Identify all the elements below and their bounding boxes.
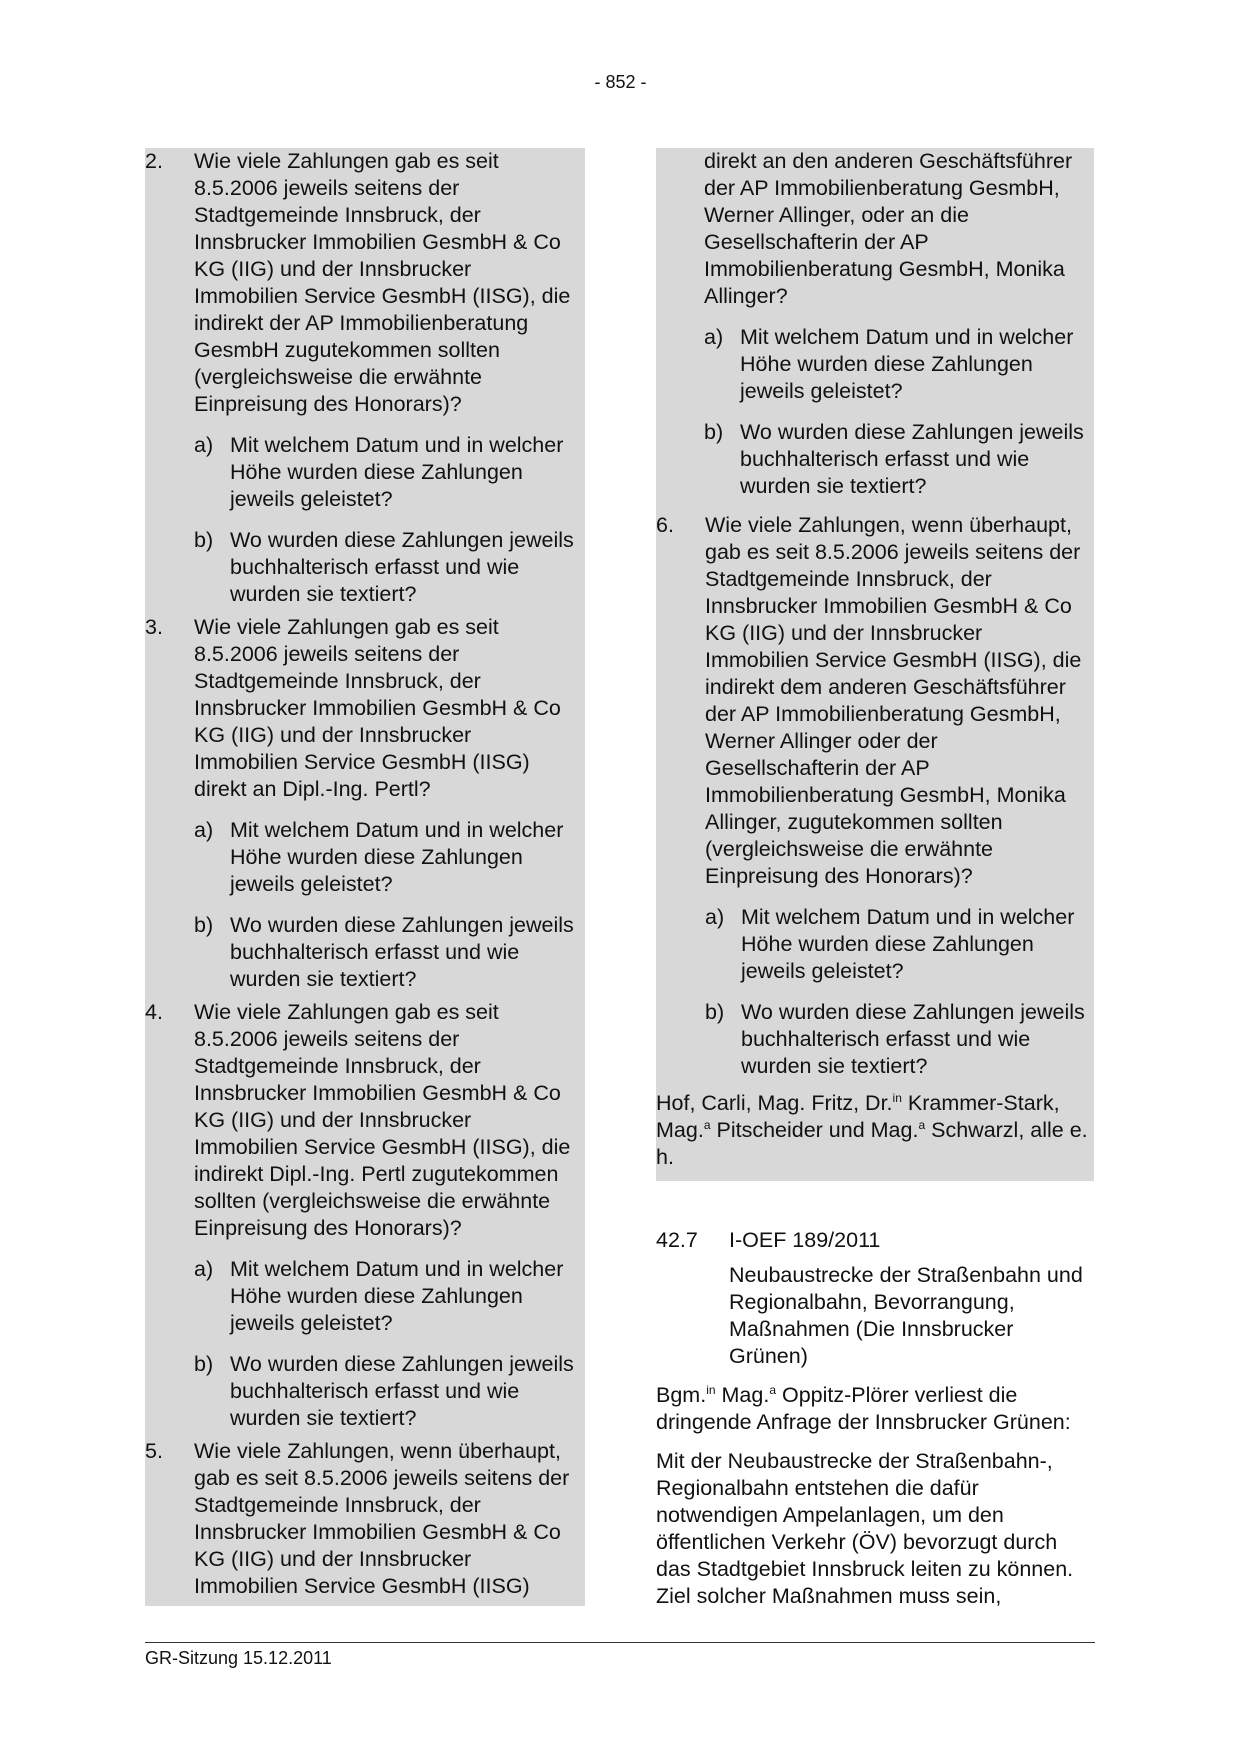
question-text: Wie viele Zahlungen, wenn überhaupt, gab es seit 8.5.2006 jeweils seitens der Stadtgemeinde Innsbruck, der Innsbrucker Immobilien GesmbH & Co KG (IIG) und der Innsbrucker Immobilien Service GesmbH (IISG), die indirekt dem anderen Geschäftsführer der AP Immobilienberatung GesmbH, Werner Allinger oder der Gesellschafterin der AP Immobilienberatung GesmbH, Monika Allinger, zugutekommen sollten (vergleichsweise die erwähnte Einpreisung des Honorars)?: [705, 513, 1082, 888]
superscript: in: [706, 1382, 716, 1397]
continuation-text: direkt an den anderen Geschäftsführer der AP Immobilienberatung GesmbH, Werner Allinger, oder an die Gesellschafterin der AP Immobilienberatung GesmbH, Monika Allinger?: [704, 149, 1073, 308]
sub-text: Mit welchem Datum und in welcher Höhe wurden diese Zahlungen jeweils geleistet?: [230, 818, 564, 896]
left-column: [145, 148, 585, 1606]
sub-text: Wo wurden diese Zahlungen jeweils buchhalterisch erfasst und wie wurden sie textiert?: [230, 528, 574, 606]
question-5-continuation: [656, 148, 1090, 500]
footer-divider: [145, 1642, 1095, 1643]
question-number: 3.: [145, 615, 163, 639]
agenda-item-body: Mit der Neubaustrecke der Straßenbahn-, Regionalbahn entstehen die dafür notwendigen Ampelanlagen, um den öffentlichen Verkehr (ÖV) bevorzugt durch das Stadtgebiet Innsbruck leiten zu können. Ziel solcher Maßnahmen muss sein,: [656, 1449, 1074, 1608]
sub-letter: b): [194, 1352, 214, 1376]
sub-question-b: [194, 527, 575, 608]
sub-question-a: [704, 324, 1090, 405]
question-text: Wie viele Zahlungen gab es seit 8.5.2006 jeweils seitens der Stadtgemeinde Innsbruck, der Innsbrucker Immobilien GesmbH & Co KG (IIG) und der Innsbrucker Immobilien Service GesmbH (IISG) direkt an Dipl.-Ing. Pertl?: [194, 615, 561, 801]
sub-question-b: [194, 912, 575, 993]
sub-letter: b): [194, 528, 214, 552]
agenda-item-code: I-OEF 189/2011: [729, 1228, 881, 1252]
sub-letter: a): [194, 818, 214, 842]
sub-question-b: [194, 1351, 575, 1432]
sub-question-a: [194, 432, 575, 513]
superscript: a: [703, 1117, 711, 1132]
sub-letter: a): [705, 905, 725, 929]
signature-text: Pitscheider und Mag.: [710, 1118, 919, 1142]
question-number: 5.: [145, 1439, 163, 1463]
footer-session-date: GR-Sitzung 15.12.2011: [145, 1648, 332, 1668]
question-text: Wie viele Zahlungen, wenn überhaupt, gab es seit 8.5.2006 jeweils seitens der Stadtgemeinde Innsbruck, der Innsbrucker Immobilien GesmbH & Co KG (IIG) und der Innsbrucker Immobilien Service GesmbH (IISG): [194, 1439, 570, 1598]
sub-question-b: [705, 999, 1090, 1080]
intro-text: Bgm.: [656, 1383, 707, 1407]
signature-text: Hof, Carli, Mag. Fritz, Dr.: [656, 1091, 893, 1115]
sub-text: Wo wurden diese Zahlungen jeweils buchhalterisch erfasst und wie wurden sie textiert?: [741, 1000, 1085, 1078]
sub-letter: a): [194, 1257, 214, 1281]
question-number: 4.: [145, 1000, 163, 1024]
sub-letter: b): [705, 1000, 725, 1024]
page-number: - 852 -: [594, 72, 647, 92]
question-5: [145, 1438, 575, 1600]
superscript: a: [769, 1382, 776, 1397]
sub-question-b: [704, 419, 1090, 500]
agenda-item-intro: [656, 1382, 1094, 1436]
intro-text: Mag.: [715, 1383, 770, 1407]
question-text: Wie viele Zahlungen gab es seit 8.5.2006 jeweils seitens der Stadtgemeinde Innsbruck, der Innsbrucker Immobilien GesmbH & Co KG (IIG) und der Innsbrucker Immobilien Service GesmbH (IISG), die indirekt Dipl.-Ing. Pertl zugutekommen sollten (vergleichsweise die erwähnte Einpreisung des Honorars)?: [194, 1000, 571, 1240]
sub-text: Wo wurden diese Zahlungen jeweils buchhalterisch erfasst und wie wurden sie textiert?: [230, 913, 574, 991]
intro-text: Oppitz-Plörer verliest die dringende Anfrage der Innsbrucker Grünen:: [656, 1383, 1071, 1434]
signature-text: Krammer-Stark, Mag.: [656, 1091, 1060, 1142]
superscript: in: [892, 1090, 902, 1105]
agenda-item-number: 42.7: [656, 1228, 698, 1252]
superscript: a: [918, 1117, 926, 1132]
sub-letter: b): [194, 913, 214, 937]
inquiry-shaded-block: [145, 148, 585, 1606]
inquiry-shaded-block-continued: [656, 148, 1094, 1181]
sub-question-a: [194, 817, 575, 898]
sub-text: Mit welchem Datum und in welcher Höhe wurden diese Zahlungen jeweils geleistet?: [741, 905, 1075, 983]
sub-letter: a): [194, 433, 214, 457]
question-number: 2.: [145, 149, 163, 173]
sub-text: Mit welchem Datum und in welcher Höhe wurden diese Zahlungen jeweils geleistet?: [740, 325, 1074, 403]
sub-text: Mit welchem Datum und in welcher Höhe wurden diese Zahlungen jeweils geleistet?: [230, 1257, 564, 1335]
signatures: [656, 1090, 1090, 1171]
question-6: [656, 512, 1090, 1080]
question-4: [145, 999, 575, 1432]
agenda-item-header: [656, 1227, 1094, 1254]
sub-question-a: [194, 1256, 575, 1337]
agenda-item-title: Neubaustrecke der Straßenbahn und Regionalbahn, Bevorrangung, Maßnahmen (Die Innsbrucker Grünen): [729, 1263, 1083, 1368]
question-text: Wie viele Zahlungen gab es seit 8.5.2006 jeweils seitens der Stadtgemeinde Innsbruck, der Innsbrucker Immobilien GesmbH & Co KG (IIG) und der Innsbrucker Immobilien Service GesmbH (IISG), die indirekt der AP Immobilienberatung GesmbH zugutekommen sollten (vergleichsweise die erwähnte Einpreisung des Honorars)?: [194, 149, 571, 416]
question-2: [145, 148, 575, 608]
sub-text: Wo wurden diese Zahlungen jeweils buchhalterisch erfasst und wie wurden sie textiert?: [230, 1352, 574, 1430]
signature-text: Schwarzl, alle e. h.: [656, 1118, 1088, 1169]
right-column: [656, 148, 1094, 1610]
sub-text: Mit welchem Datum und in welcher Höhe wurden diese Zahlungen jeweils geleistet?: [230, 433, 564, 511]
sub-letter: a): [704, 325, 724, 349]
sub-text: Wo wurden diese Zahlungen jeweils buchhalterisch erfasst und wie wurden sie textiert?: [740, 420, 1084, 498]
question-number: 6.: [656, 513, 674, 537]
sub-letter: b): [704, 420, 724, 444]
question-3: [145, 614, 575, 993]
sub-question-a: [705, 904, 1090, 985]
